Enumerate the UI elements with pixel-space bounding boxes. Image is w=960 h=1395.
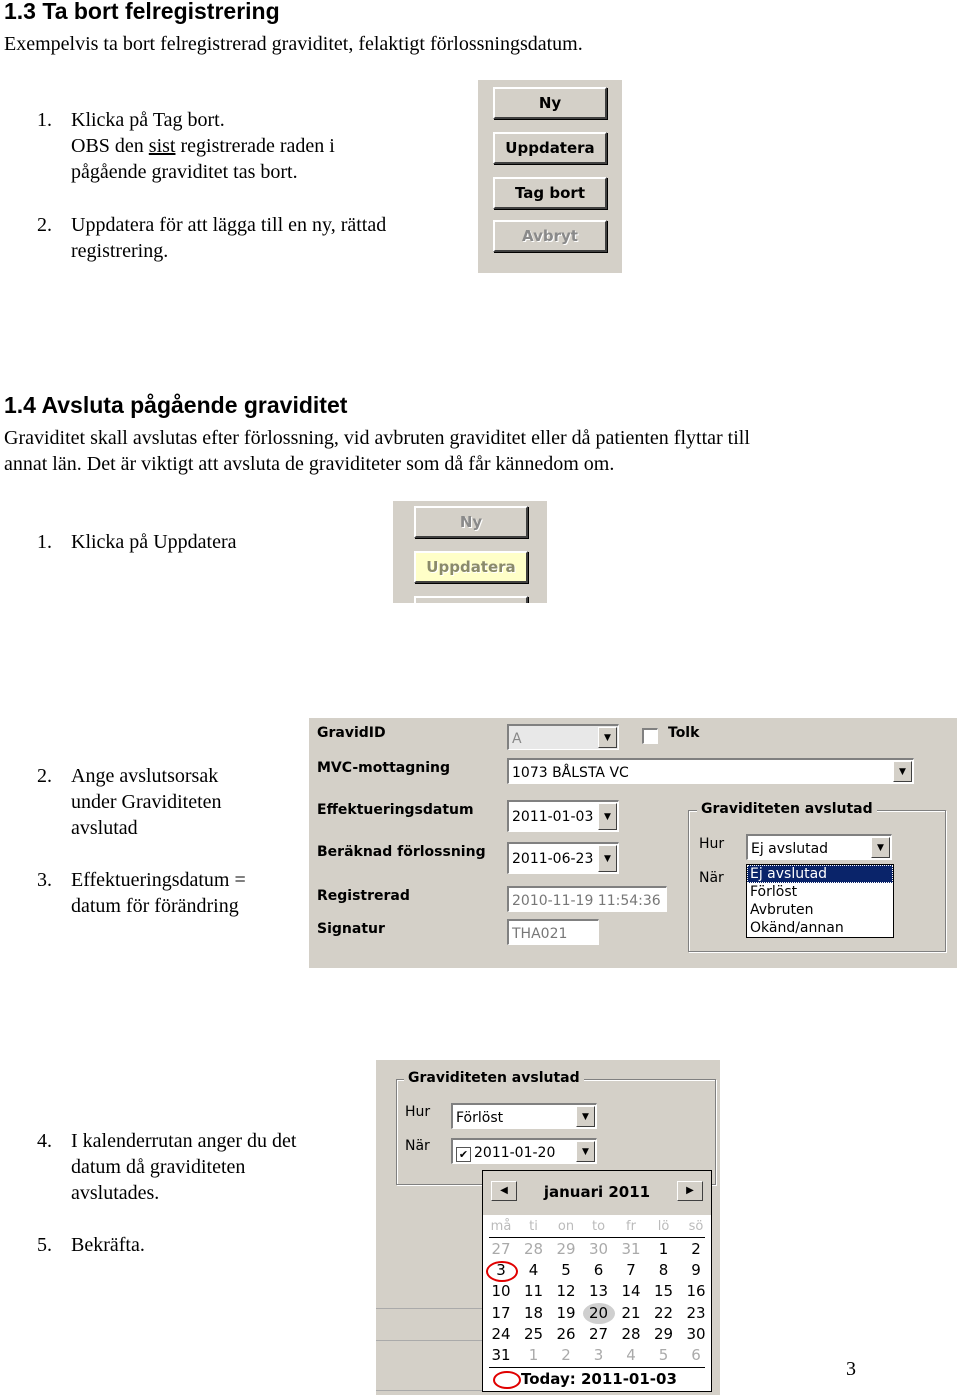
hur-select[interactable] [746, 834, 892, 860]
hur-select[interactable] [451, 1103, 597, 1129]
calendar-day[interactable]: 29 [653, 1324, 674, 1343]
calendar-day[interactable]: 24 [491, 1324, 511, 1343]
beraknad-value: 2011-06-23 [512, 851, 594, 867]
hur-value: Förlöst [456, 1110, 504, 1126]
instruction-step [37, 763, 222, 841]
effektuering-date-input[interactable] [507, 800, 619, 832]
instruction-step [37, 1232, 145, 1258]
instruction-step [37, 529, 237, 555]
section-intro-line: Graviditet skall avslutas efter förlossning, vid avbruten graviditet eller då patienten flyttar till [4, 427, 750, 449]
step-text: Klicka på Tag bort. [71, 109, 225, 131]
avbryt-button[interactable]: Avbryt [493, 220, 607, 252]
calendar-day[interactable]: 15 [653, 1282, 674, 1301]
calendar-day[interactable]: 16 [686, 1282, 706, 1301]
calendar-day[interactable]: 28 [523, 1240, 544, 1258]
calendar-day[interactable]: 23 [686, 1303, 706, 1322]
today-label[interactable]: Today: 2011-01-03 [521, 1370, 677, 1388]
calendar-screenshot [376, 1060, 720, 1395]
step-number: 4. [37, 1130, 52, 1152]
calendar-day[interactable]: 1 [528, 1346, 539, 1364]
calendar-day[interactable]: 14 [621, 1282, 641, 1301]
step-text: Uppdatera för att lägga till en ny, rättad [71, 214, 387, 236]
registrerad-field: 2010-11-19 11:54:36 [507, 886, 667, 912]
step-text-part: OBS den [71, 135, 149, 157]
instruction-step [37, 212, 387, 264]
chevron-down-icon[interactable]: ▼ [576, 1106, 595, 1127]
step-text: Ange avslutsorsak [71, 765, 219, 787]
step-text: Bekräfta. [71, 1234, 145, 1256]
calendar-divider [489, 1237, 705, 1238]
registrerad-label: Registrerad [317, 888, 410, 904]
calendar-day[interactable]: 5 [561, 1261, 571, 1280]
button-panel-screenshot [393, 501, 547, 603]
underlined-word: sist [148, 135, 176, 157]
calendar-day[interactable]: 25 [523, 1324, 544, 1343]
nar-label: När [699, 870, 724, 886]
step-number: 2. [37, 765, 52, 787]
calendar-day[interactable]: 29 [556, 1240, 576, 1258]
button-panel-screenshot [478, 80, 622, 273]
calendar-day[interactable]: 31 [621, 1240, 641, 1258]
hur-label: Hur [405, 1104, 431, 1120]
nar-label: När [405, 1138, 430, 1154]
calendar-day[interactable]: 1 [658, 1240, 669, 1258]
step-text: datum för förändring [71, 895, 239, 917]
ny-button[interactable]: Ny [414, 506, 528, 538]
calendar-header [483, 1171, 711, 1215]
instruction-step [37, 1128, 297, 1206]
calendar-day[interactable]: 19 [556, 1303, 576, 1322]
dropdown-option[interactable]: Avbruten [750, 902, 814, 918]
chevron-down-icon[interactable]: ▼ [893, 761, 912, 782]
calendar-day[interactable]: 20 [583, 1303, 615, 1324]
calendar-day[interactable]: 2 [561, 1346, 571, 1364]
step-text: avslutades. [71, 1182, 160, 1204]
background-row-line [376, 1340, 486, 1341]
effektuering-label: Effektueringsdatum [317, 802, 474, 818]
tag-bort-button[interactable]: Tag bort [493, 177, 607, 209]
calendar-day[interactable]: 31 [491, 1346, 511, 1364]
calendar-day[interactable]: 4 [626, 1346, 636, 1364]
beraknad-date-input[interactable] [507, 842, 619, 874]
dropdown-option[interactable]: Okänd/annan [750, 920, 844, 936]
calendar-day[interactable]: 21 [621, 1303, 641, 1322]
weekday-header: to [591, 1219, 606, 1234]
calendar-day[interactable]: 9 [691, 1261, 701, 1280]
signatur-field: THA021 [507, 919, 599, 945]
section-heading-1-4: 1.4 Avsluta pågående graviditet [4, 392, 348, 418]
uppdatera-button[interactable]: Uppdatera [414, 551, 528, 583]
page-number: 3 [846, 1358, 856, 1380]
calendar-day[interactable]: 8 [658, 1261, 669, 1280]
calendar-divider [489, 1367, 705, 1368]
weekday-header: on [557, 1219, 575, 1234]
mvc-value: 1073 BÅLSTA VC [512, 765, 629, 781]
dropdown-option[interactable]: Förlöst [750, 884, 798, 900]
step-text: under Graviditeten [71, 791, 222, 813]
step-text: I kalenderrutan anger du det [71, 1130, 297, 1152]
step-number: 1. [37, 109, 52, 131]
weekday-header: må [490, 1219, 512, 1234]
calendar-day[interactable]: 27 [588, 1324, 609, 1343]
uppdatera-button[interactable]: Uppdatera [493, 132, 607, 164]
gravid-id-value: A [512, 731, 522, 747]
step-number: 2. [37, 214, 52, 236]
background-row-line [376, 1308, 486, 1309]
background-row-line [376, 1390, 486, 1391]
signatur-label: Signatur [317, 921, 385, 937]
weekday-header: fr [626, 1219, 636, 1234]
group-title: Graviditeten avslutad [697, 801, 877, 817]
calendar-day[interactable]: 28 [621, 1324, 641, 1343]
chevron-down-icon[interactable]: ▼ [871, 837, 890, 858]
section-intro-line: annat län. Det är viktigt att avsluta de graviditeter som då får kännedom om. [4, 453, 615, 475]
calendar-day[interactable]: 3 [593, 1346, 604, 1364]
step-text: avslutad [71, 817, 138, 839]
prev-month-arrow-icon[interactable]: ◀ [491, 1181, 517, 1201]
calendar-day[interactable]: 26 [556, 1324, 576, 1343]
calendar-day[interactable]: 27 [491, 1240, 511, 1258]
beraknad-label: Beräknad förlossning [317, 844, 486, 860]
calendar-day[interactable]: 22 [653, 1303, 674, 1322]
step-text: Klicka på Uppdatera [71, 531, 237, 553]
calendar-day[interactable]: 11 [523, 1282, 544, 1301]
instruction-step [37, 107, 335, 185]
calendar-day[interactable]: 17 [491, 1303, 511, 1322]
step-text: pågående graviditet tas bort. [71, 161, 298, 183]
gravid-id-select[interactable] [507, 724, 619, 750]
ny-button[interactable]: Ny [493, 87, 607, 119]
step-text-part: registrerade raden i [175, 135, 335, 157]
effektuering-value: 2011-01-03 [512, 809, 594, 825]
nar-date-input[interactable] [451, 1138, 597, 1164]
calendar-day[interactable]: 6 [593, 1261, 604, 1280]
hur-label: Hur [699, 836, 725, 852]
hur-value: Ej avslutad [751, 841, 829, 857]
calendar-day[interactable]: 2 [691, 1240, 701, 1258]
gravid-id-label: GravidID [317, 725, 386, 741]
calendar-day[interactable]: 10 [491, 1282, 511, 1301]
calendar-day[interactable]: 3 [496, 1261, 506, 1280]
partial-button [414, 596, 528, 603]
calendar-month-title: januari 2011 [543, 1183, 651, 1201]
step-number: 3. [37, 869, 52, 891]
tolk-checkbox[interactable] [642, 728, 658, 744]
section-heading-1-3: 1.3 Ta bort felregistrering [4, 0, 280, 24]
step-number: 1. [37, 531, 52, 553]
calendar-day[interactable]: 12 [556, 1282, 576, 1301]
chevron-down-icon[interactable]: ▼ [598, 727, 617, 748]
calendar-day[interactable]: 6 [691, 1346, 701, 1364]
group-title: Graviditeten avslutad [404, 1070, 584, 1086]
dropdown-option[interactable]: Ej avslutad [747, 865, 893, 883]
instruction-step [37, 867, 246, 919]
chevron-down-icon[interactable]: ▼ [598, 845, 617, 872]
mvc-select[interactable] [507, 758, 914, 784]
tolk-label: Tolk [668, 725, 700, 741]
chevron-down-icon[interactable]: ▼ [598, 803, 617, 830]
chevron-down-icon[interactable]: ▼ [576, 1141, 595, 1162]
today-ring-icon [493, 1371, 521, 1389]
weekday-header: lö [657, 1219, 670, 1234]
hur-dropdown-list [746, 864, 894, 938]
weekday-header: ti [529, 1219, 538, 1234]
calendar-day[interactable]: 5 [658, 1346, 669, 1364]
step-number: 5. [37, 1234, 52, 1256]
weekday-header: sö [688, 1219, 704, 1234]
month-calendar [482, 1170, 712, 1392]
step-text [71, 133, 335, 159]
step-text: Effektueringsdatum = [71, 869, 246, 891]
mvc-label: MVC-mottagning [317, 760, 450, 776]
calendar-day[interactable]: 30 [588, 1240, 609, 1258]
calendar-day[interactable]: 18 [523, 1303, 544, 1322]
section-intro-1-3: Exempelvis ta bort felregistrerad graviditet, felaktigt förlossningsdatum. [4, 33, 583, 55]
calendar-day[interactable]: 30 [686, 1324, 706, 1343]
calendar-day[interactable]: 13 [588, 1282, 609, 1301]
step-text: registrering. [71, 240, 169, 262]
calendar-day[interactable]: 7 [626, 1261, 636, 1280]
nar-value: 2011-01-20 [474, 1145, 556, 1161]
checkbox-icon[interactable]: ✔ [456, 1147, 471, 1162]
next-month-arrow-icon[interactable]: ▶ [677, 1181, 703, 1201]
pregnancy-form-screenshot [309, 718, 957, 968]
step-text: datum då graviditeten [71, 1156, 246, 1178]
calendar-day[interactable]: 4 [528, 1261, 539, 1280]
